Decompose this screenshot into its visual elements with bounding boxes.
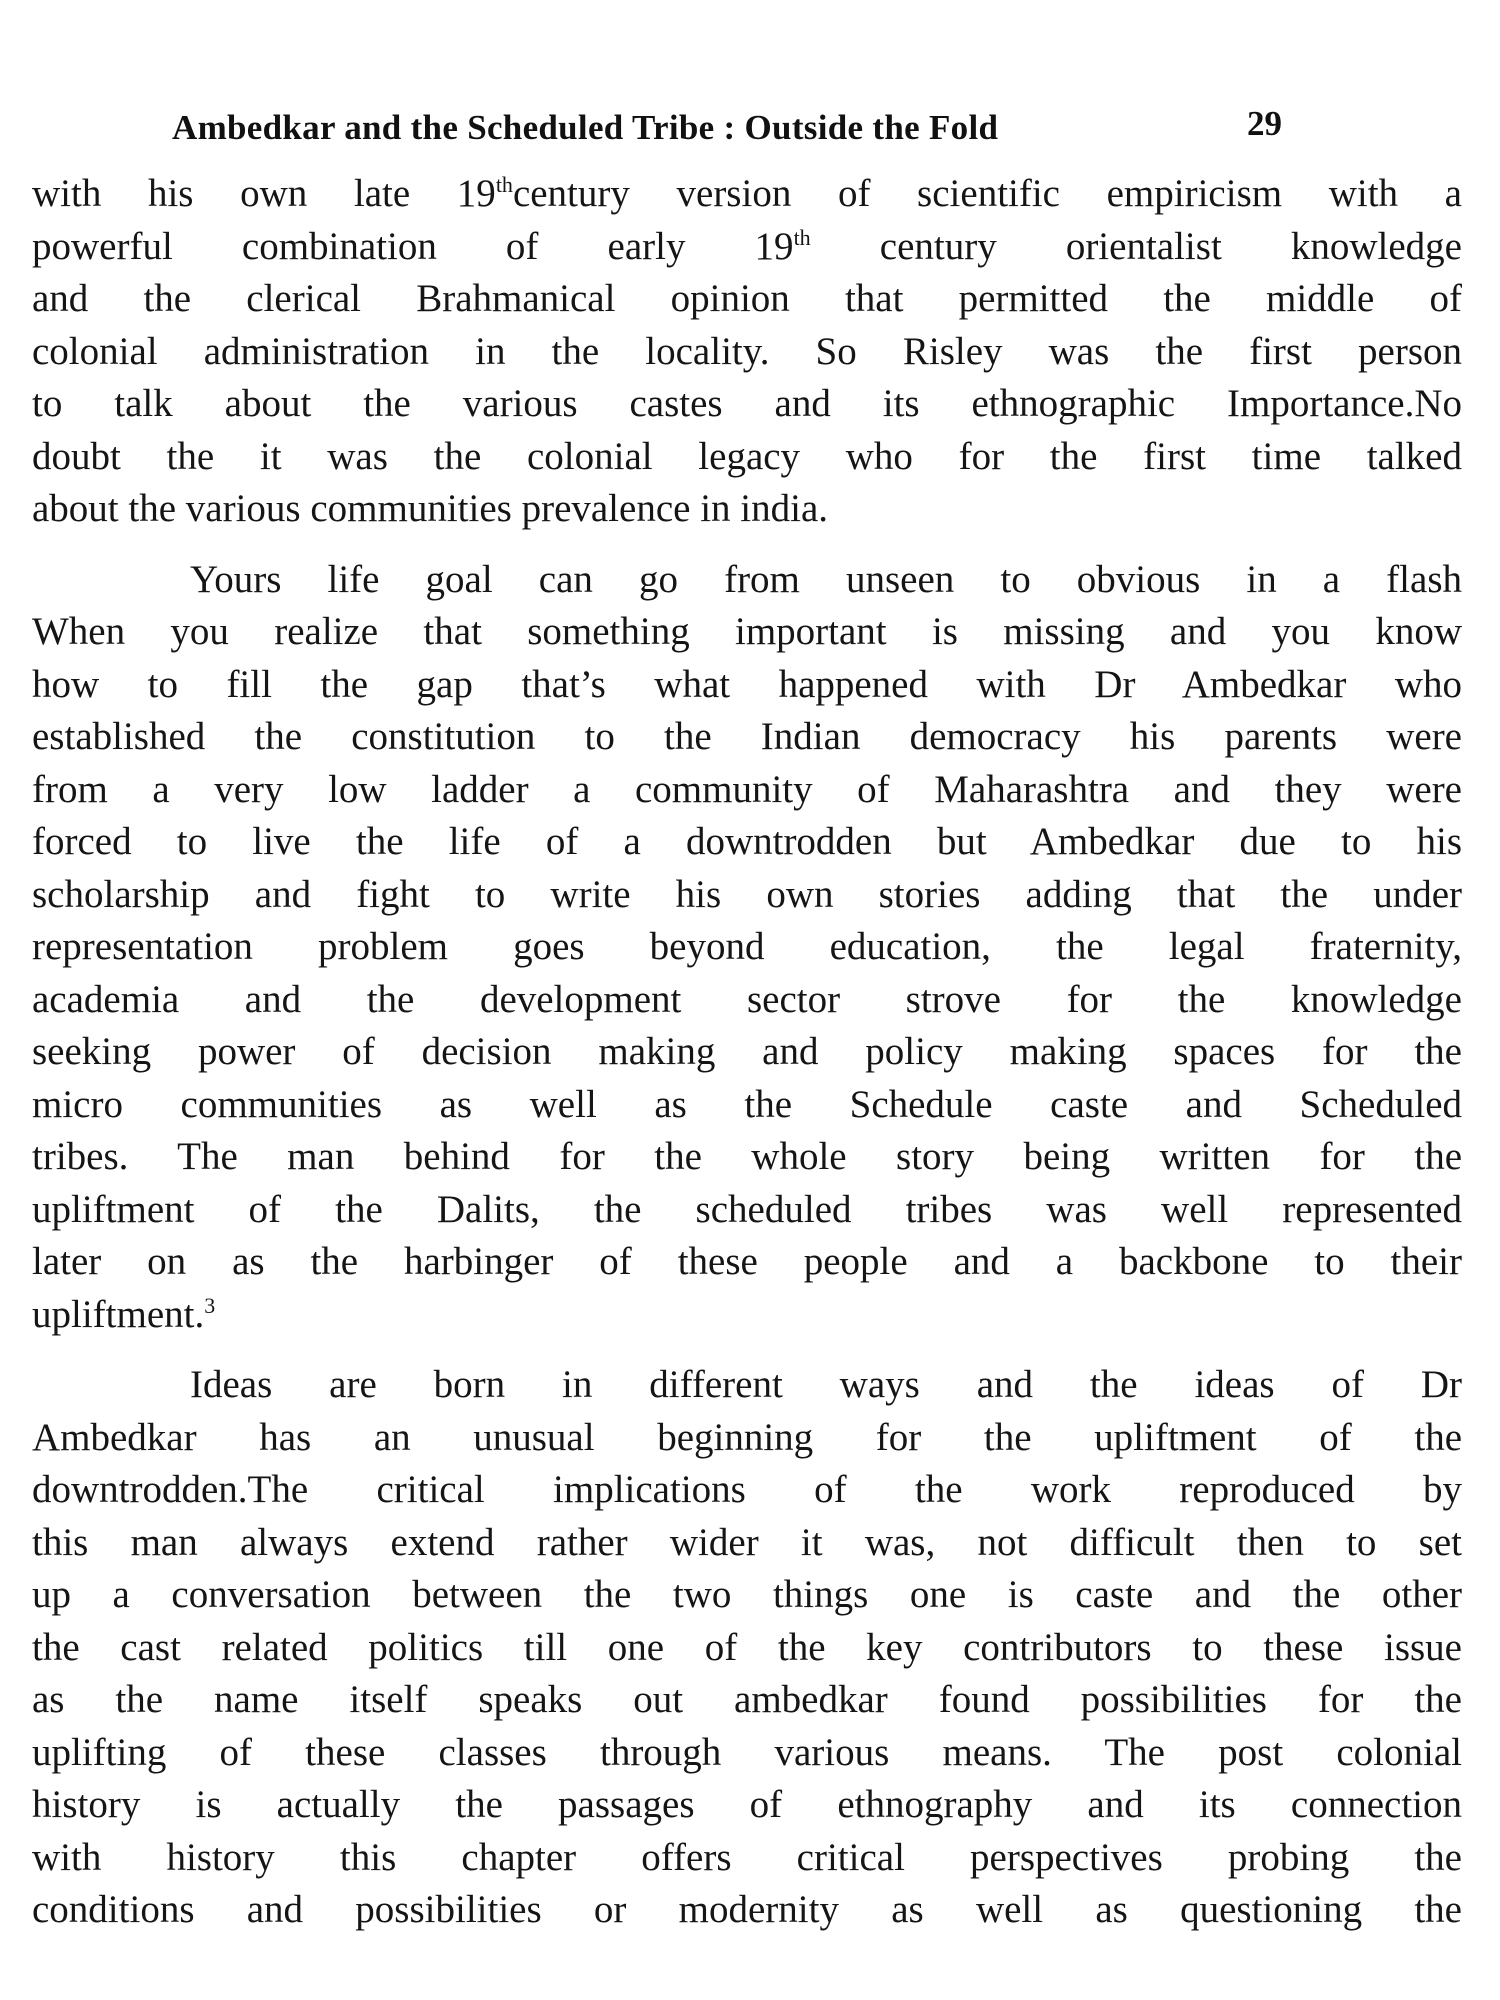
text-line: powerful combination of early 19th century orientalist knowledge xyxy=(32,224,1462,268)
text-line: tribes. The man behind for the whole story being written for the xyxy=(32,1135,1462,1178)
text-line: how to fill the gap that’s what happened with Dr Ambedkar who xyxy=(32,662,1462,706)
text-line-footnote: upliftment.$^3$ xyxy=(32,1292,216,1336)
text-line: Ideas are born in different ways and the ideas of Dr xyxy=(190,1363,1462,1406)
text-line: micro communities as well as the Schedule caste and Scheduled xyxy=(32,1082,1462,1126)
text-line: later on as the harbinger of these people and a backbone to their xyxy=(32,1240,1462,1283)
superscript: th xyxy=(495,172,513,197)
superscript: 3 xyxy=(204,1292,216,1318)
text-line: uplifting of these classes through various means. The post colonial xyxy=(32,1730,1462,1774)
text-line: the cast related politics till one of the key contributors to these issue xyxy=(32,1625,1462,1669)
text-line: representation problem goes beyond education, the legal fraternity, xyxy=(32,925,1462,968)
text-line: seeking power of decision making and policy making spaces for the xyxy=(32,1030,1462,1073)
text-line: as the name itself speaks out ambedkar found possibilities for the xyxy=(32,1678,1462,1721)
text-line: with history this chapter offers critical perspectives probing the xyxy=(32,1835,1462,1879)
text-line: doubt the it was the colonial legacy who for the first time talked xyxy=(32,434,1462,478)
paragraph-3 xyxy=(32,1359,1462,1937)
text-line: with his own late 19thcentury version of scientific empiricism with a xyxy=(32,172,1462,215)
text-line: this man always extend rather wider it was, not difficult then to set xyxy=(32,1520,1462,1564)
text-line: from a very low ladder a community of Maharashtra and they were xyxy=(32,767,1462,811)
text-line: about the various communities prevalence in india. xyxy=(32,487,829,530)
text-line: upliftment of the Dalits, the scheduled tribes was well represented xyxy=(32,1187,1462,1231)
running-title: Ambedkar and the Scheduled Tribe : Outside the Fold xyxy=(172,108,999,147)
text-line: to talk about the various castes and its ethnographic Importance.No xyxy=(32,382,1462,425)
text-line: colonial administration in the locality. So Risley was the first person xyxy=(32,329,1462,373)
text-line: up a conversation between the two things one is caste and the other xyxy=(32,1573,1462,1616)
paragraph-2 xyxy=(32,554,1462,1342)
text-line: forced to live the life of a downtrodden but Ambedkar due to his xyxy=(32,820,1462,863)
text-line: Ambedkar has an unusual beginning for the upliftment of the xyxy=(32,1415,1462,1459)
paragraph-1 xyxy=(32,168,1462,536)
text-line: established the constitution to the Indian democracy his parents were xyxy=(32,715,1462,758)
text-line: downtrodden.The critical implications of the work reproduced by xyxy=(32,1468,1462,1511)
text-line: scholarship and fight to write his own stories adding that the under xyxy=(32,872,1462,916)
body-text xyxy=(32,168,1462,1937)
text-line: Yours life goal can go from unseen to obvious in a flash xyxy=(190,557,1462,601)
text-line: academia and the development sector strove for the knowledge xyxy=(32,977,1462,1021)
text-line: conditions and possibilities or modernity as well as questioning the xyxy=(32,1888,1462,1931)
page-number: 29 xyxy=(1247,104,1282,143)
text-line: When you realize that something important is missing and you know xyxy=(32,610,1462,653)
text-line: history is actually the passages of ethnography and its connection xyxy=(32,1783,1462,1826)
text-line: and the clerical Brahmanical opinion that permitted the middle of xyxy=(32,277,1462,320)
superscript: th xyxy=(793,224,811,250)
running-header xyxy=(172,104,1282,154)
